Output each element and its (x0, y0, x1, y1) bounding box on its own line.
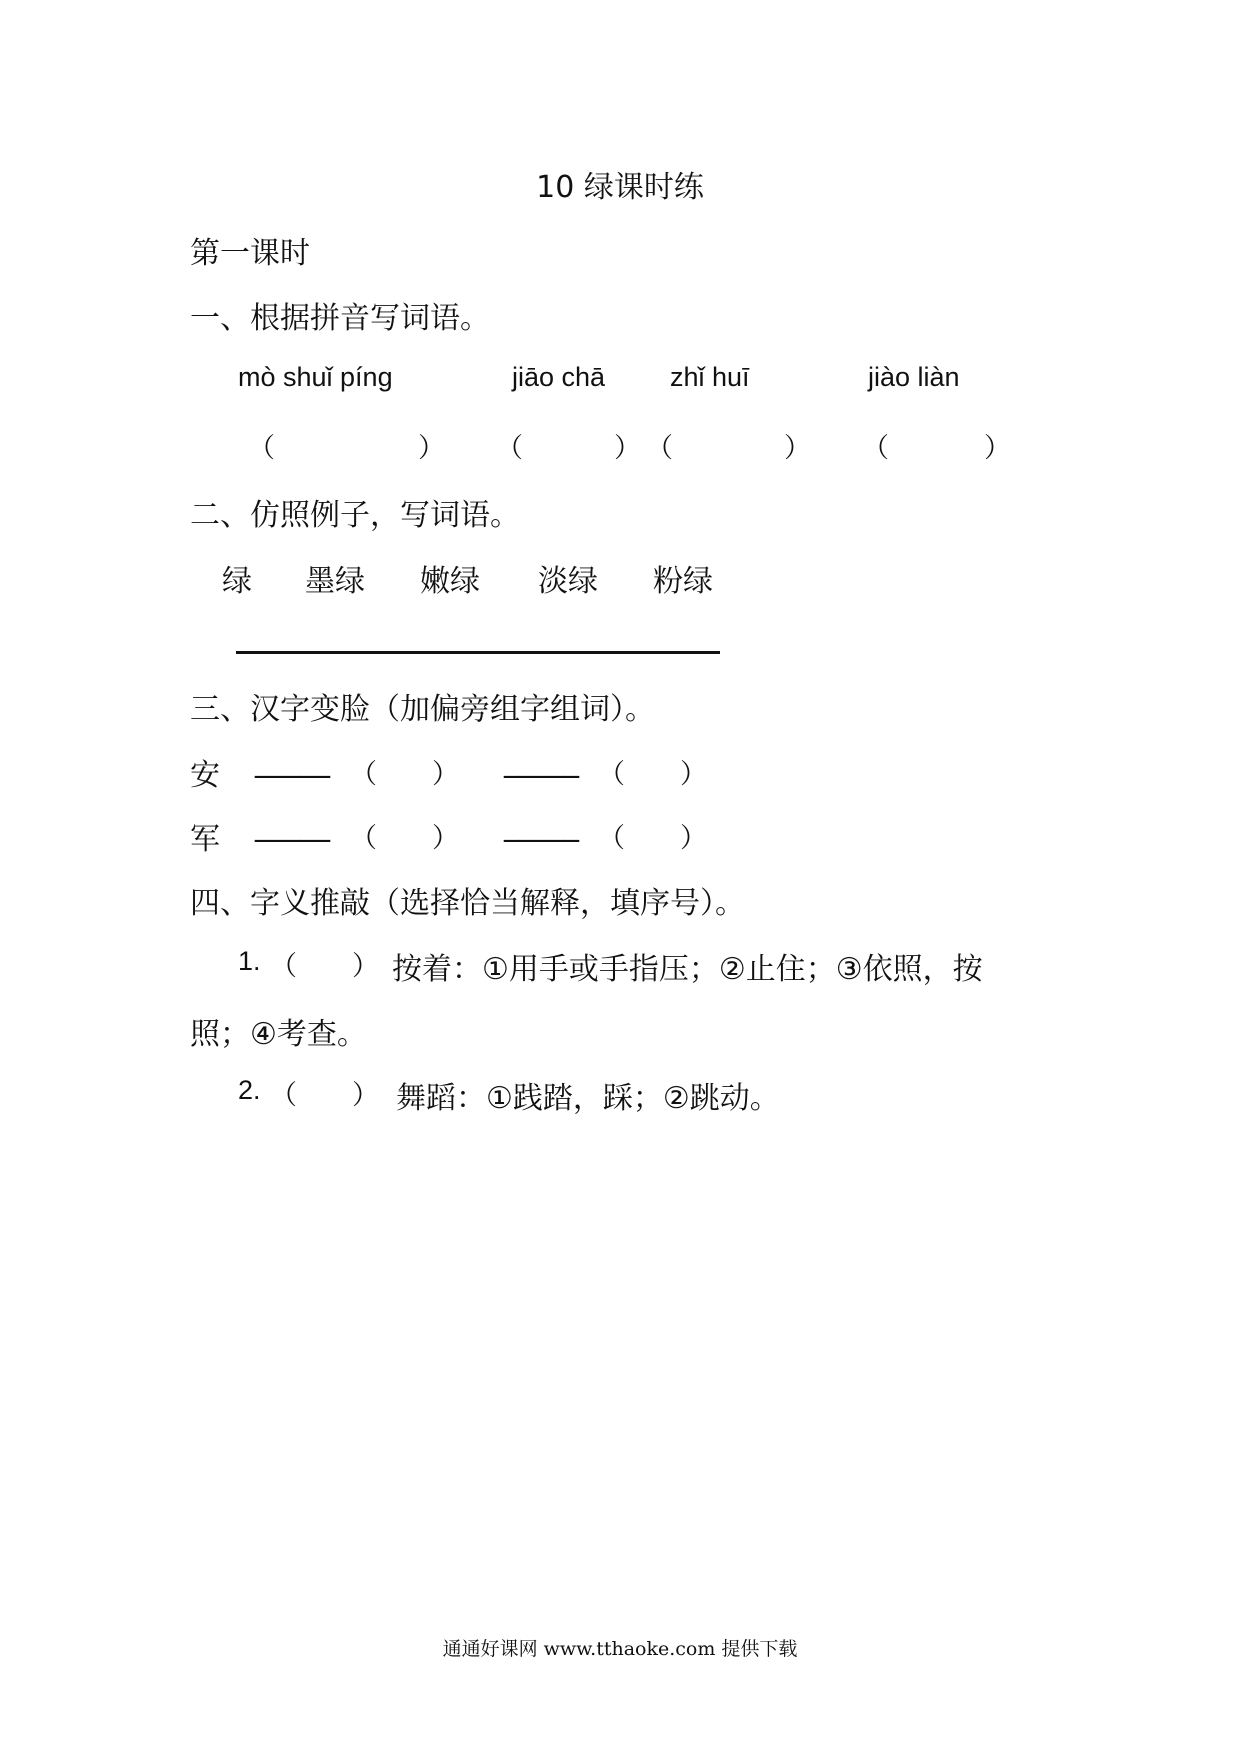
answer-open-paren: （ (270, 1080, 297, 1111)
example-word: 嫩绿 (420, 564, 480, 599)
example-word: 墨绿 (305, 564, 365, 599)
pinyin-2: jiāo chā (512, 362, 606, 392)
answer-close-paren: ） (614, 433, 641, 464)
pinyin-1: mò shuǐ píng (238, 362, 393, 392)
answer-close-paren: ） (352, 1080, 379, 1111)
answer-line (236, 651, 720, 654)
q4-heading: 四、字义推敲（选择恰当解释，填序号）。 (190, 886, 745, 921)
answer-open-paren: （ (350, 759, 377, 790)
answer-open-paren: （ (496, 433, 523, 464)
fill-blank: _____ (504, 744, 579, 779)
pinyin-4: jiào liàn (868, 362, 960, 392)
q3-heading: 三、汉字变脸（加偏旁组字组词）。 (190, 692, 655, 727)
q1-heading: 一、根据拼音写词语。 (190, 301, 490, 336)
item-text: 按着：①用手或手指压；②止住；③依照，按 (392, 952, 983, 987)
answer-close-paren: ） (680, 759, 707, 790)
example-word: 绿 (222, 564, 252, 599)
answer-open-paren: （ (598, 759, 625, 790)
page-title: 10 绿课时练 (536, 170, 704, 205)
answer-open-paren: （ (598, 823, 625, 854)
item-text-continued: 照；④考查。 (190, 1017, 367, 1052)
item-text: 舞蹈：①践踏，踩；②跳动。 (396, 1081, 780, 1116)
fill-blank: _____ (504, 808, 579, 843)
example-word: 粉绿 (653, 564, 713, 599)
example-word: 淡绿 (538, 564, 598, 599)
answer-close-paren: ） (418, 433, 445, 464)
item-number: 1. (238, 946, 261, 976)
answer-open-paren: （ (862, 433, 889, 464)
lesson-label: 第一课时 (190, 236, 310, 271)
answer-close-paren: ） (352, 951, 379, 982)
answer-close-paren: ） (432, 823, 459, 854)
radical-char: 安 (190, 758, 220, 793)
pinyin-3: zhǐ huī (670, 362, 750, 392)
answer-close-paren: ） (984, 433, 1011, 464)
answer-close-paren: ） (432, 759, 459, 790)
answer-open-paren: （ (350, 823, 377, 854)
answer-close-paren: ） (784, 433, 811, 464)
answer-close-paren: ） (680, 823, 707, 854)
answer-open-paren: （ (248, 433, 275, 464)
radical-char: 军 (190, 822, 220, 857)
footer-credit: 通通好课网 www.tthaoke.com 提供下载 (442, 1638, 798, 1660)
fill-blank: _____ (255, 808, 330, 843)
q2-heading: 二、仿照例子，写词语。 (190, 498, 520, 533)
answer-open-paren: （ (270, 951, 297, 982)
answer-open-paren: （ (646, 433, 673, 464)
fill-blank: _____ (255, 744, 330, 779)
item-number: 2. (238, 1075, 261, 1105)
